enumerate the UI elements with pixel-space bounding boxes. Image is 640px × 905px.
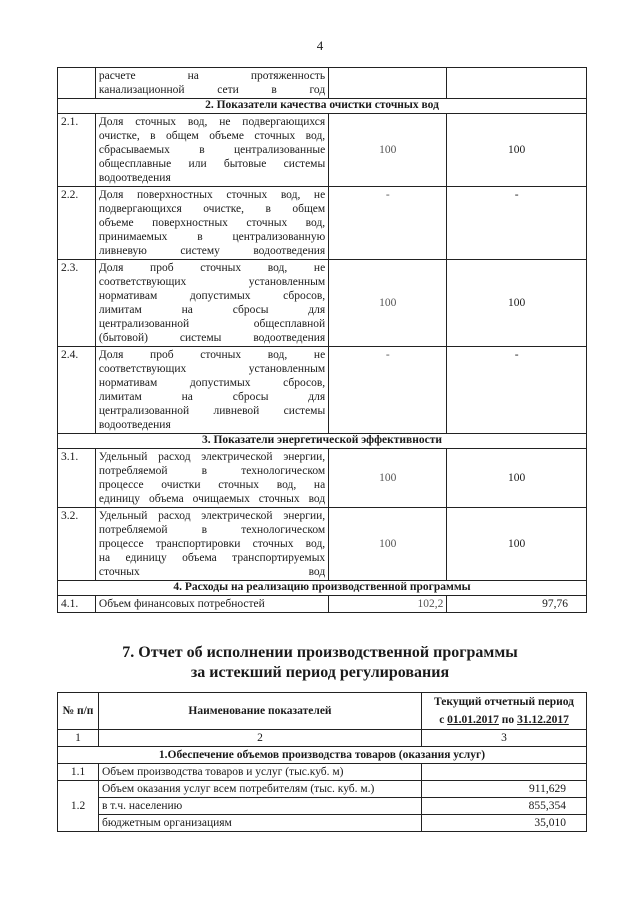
actual-value: 97,76 bbox=[447, 596, 587, 613]
plan-value: - bbox=[329, 347, 447, 434]
row-value: 911,629 bbox=[422, 781, 587, 798]
table-row bbox=[58, 114, 587, 187]
row-name: Доля сточных вод, не подвергающихся очистке, в общем объеме сточных вод, сбрасываемых в централизованные общесплавные или бытовые системы водоотведения bbox=[95, 114, 328, 187]
table-row bbox=[58, 764, 587, 781]
row-number: 3.2. bbox=[58, 508, 96, 581]
row-name: бюджетным организациям bbox=[99, 815, 422, 832]
report-heading: 7. Отчет об исполнении производственной программы bbox=[122, 644, 518, 661]
row-value: 35,010 bbox=[422, 815, 587, 832]
plan-value: - bbox=[329, 187, 447, 260]
col-number-header: № п/п bbox=[58, 693, 99, 730]
row-value bbox=[422, 764, 587, 781]
actual-value: - bbox=[447, 347, 587, 434]
actual-value: - bbox=[447, 187, 587, 260]
actual-value: 100 bbox=[447, 508, 587, 581]
section-heading: 4. Расходы на реализацию производственной программы bbox=[58, 581, 587, 596]
col-period-header: Текущий отчетный период bbox=[422, 693, 587, 712]
table-row bbox=[58, 260, 587, 347]
row-number: 1.1 bbox=[58, 764, 99, 781]
row-number: 2.3. bbox=[58, 260, 96, 347]
row-name: Доля проб сточных вод, не соответствующих установленным нормативам допустимых сбросов, лимитам на сбросы для централизованной общесплавной (бытовой) системы водоотведения bbox=[95, 260, 328, 347]
col-name-header: Наименование показателей bbox=[99, 693, 422, 730]
period-to: 31.12.2017 bbox=[517, 714, 569, 726]
row-name: Удельный расход электрической энергии, потребляемой в технологическом процессе очистки сточных вод, на единицу объема очищаемых сточных вод bbox=[95, 449, 328, 508]
indicators-table bbox=[57, 67, 587, 613]
row-value: 855,354 bbox=[422, 798, 587, 815]
row-number: 2.4. bbox=[58, 347, 96, 434]
actual-value: 100 bbox=[447, 260, 587, 347]
actual-value: 100 bbox=[447, 449, 587, 508]
row-name: Удельный расход электрической энергии, потребляемой в технологическом процессе транспортировки сточных вод, на единицу объема транспортируемых сточных вод bbox=[95, 508, 328, 581]
section-heading: 2. Показатели качества очистки сточных вод bbox=[58, 99, 587, 114]
plan-value: 102,2 bbox=[329, 596, 447, 613]
row-name: Объем производства товаров и услуг (тыс.куб. м) bbox=[99, 764, 422, 781]
row-name: в т.ч. населению bbox=[99, 798, 422, 815]
table-row bbox=[58, 596, 587, 613]
row-number: 3.1. bbox=[58, 449, 96, 508]
row-name: Доля поверхностных сточных вод, не подвергающихся очистке, в общем объеме поверхностных сточных вод, принимаемых в централизованную ливневую систему водоотведения bbox=[95, 187, 328, 260]
report-subheading: за истекший период регулирования bbox=[190, 664, 450, 681]
row-number: 2.2. bbox=[58, 187, 96, 260]
table-row bbox=[58, 798, 587, 815]
table-row bbox=[58, 781, 587, 798]
table-row bbox=[58, 508, 587, 581]
actual-value: 100 bbox=[447, 114, 587, 187]
report-table bbox=[57, 692, 587, 832]
row-name: Объем финансовых потребностей bbox=[95, 596, 328, 613]
row-number: 2.1. bbox=[58, 114, 96, 187]
period-from: 01.01.2017 bbox=[447, 714, 499, 726]
row-name: расчете на протяженность канализационной сети в год bbox=[95, 68, 328, 99]
plan-value: 100 bbox=[329, 449, 447, 508]
table-row bbox=[58, 449, 587, 508]
row-number: 4.1. bbox=[58, 596, 96, 613]
header-row bbox=[58, 693, 587, 712]
period-range: с 01.01.2017 по 31.12.2017 bbox=[422, 711, 587, 730]
table-row bbox=[58, 68, 587, 99]
section-heading: 1.Обеспечение объемов производства товаров (оказания услуг) bbox=[58, 747, 587, 764]
table-row bbox=[58, 187, 587, 260]
table-row bbox=[58, 347, 587, 434]
row-name: Объем оказания услуг всем потребителям (тыс. куб. м.) bbox=[99, 781, 422, 798]
section-heading: 3. Показатели энергетической эффективности bbox=[58, 434, 587, 449]
plan-value: 100 bbox=[329, 508, 447, 581]
row-name: Доля проб сточных вод, не соответствующих установленным нормативам допустимых сбросов, лимитам на сбросы для централизованной ливневой системы водоотведения bbox=[95, 347, 328, 434]
plan-value: 100 bbox=[329, 114, 447, 187]
table-row bbox=[58, 815, 587, 832]
plan-value: 100 bbox=[329, 260, 447, 347]
page-number: 4 bbox=[316, 38, 324, 53]
row-number: 1.2 bbox=[58, 781, 99, 832]
index-row: 1 2 3 bbox=[58, 730, 587, 747]
